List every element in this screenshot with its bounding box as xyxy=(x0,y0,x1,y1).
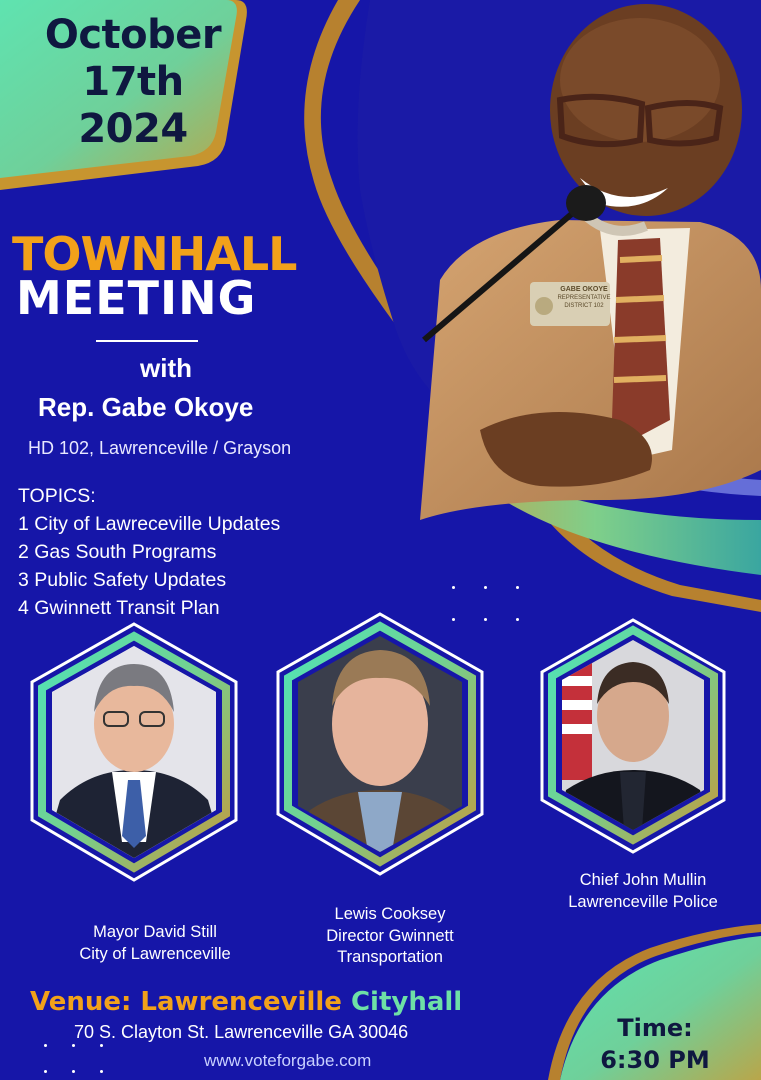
speaker-name: Lewis Cooksey xyxy=(334,905,446,923)
topics-heading: TOPICS: xyxy=(18,485,96,507)
with-label: with xyxy=(140,353,192,383)
nameplate xyxy=(556,286,612,310)
time-label: Time: xyxy=(617,1014,693,1042)
topic-item: 4 Gwinnett Transit Plan xyxy=(18,597,220,619)
nameplate-district: DISTRICT 102 xyxy=(564,303,604,309)
speaker-name: Chief John Mullin xyxy=(579,871,707,889)
topics-list xyxy=(18,482,280,622)
venue-name: Cityhall xyxy=(350,987,463,1017)
speaker-caption-police-chief xyxy=(538,870,748,913)
speaker-photo-mayor xyxy=(32,624,236,880)
venue-label: Venue: Lawrenceville xyxy=(30,987,342,1017)
speaker-caption-director xyxy=(290,904,490,969)
speaker-photo-police-chief xyxy=(542,620,724,852)
venue-address: 70 S. Clayton St. Lawrenceville GA 30046 xyxy=(74,1022,409,1042)
speaker-title: Director Gwinnett xyxy=(326,926,454,945)
speaker-name: Mayor David Still xyxy=(93,923,217,941)
event-date xyxy=(18,12,248,153)
venue-title xyxy=(30,986,462,1018)
topic-item: 1 City of Lawreceville Updates xyxy=(18,513,281,535)
title-divider xyxy=(96,340,198,342)
host-name: Rep. Gabe Okoye xyxy=(38,392,254,422)
topic-item: 2 Gas South Programs xyxy=(18,541,217,563)
nameplate-name: GABE OKOYE xyxy=(560,286,608,293)
speaker-title: Lawrenceville Police xyxy=(568,892,718,911)
speaker-title: Transportation xyxy=(337,948,443,966)
host-district: HD 102, Lawrenceville / Grayson xyxy=(28,438,292,458)
nameplate-role: REPRESENTATIVE xyxy=(557,295,611,301)
speaker-title: City of Lawrenceville xyxy=(79,944,231,963)
speaker-photo-director xyxy=(278,614,482,874)
date-day: 17th xyxy=(82,59,184,105)
title-meeting: MEETING xyxy=(16,271,257,325)
topic-item: 3 Public Safety Updates xyxy=(18,569,227,591)
website-link[interactable]: www.voteforgabe.com xyxy=(204,1051,372,1070)
date-month: October xyxy=(44,12,222,58)
event-time xyxy=(580,1012,730,1076)
time-value: 6:30 PM xyxy=(600,1046,710,1074)
date-year: 2024 xyxy=(78,106,188,152)
title-townhall: TOWNHALL xyxy=(12,227,297,281)
speaker-caption-mayor xyxy=(50,922,260,965)
